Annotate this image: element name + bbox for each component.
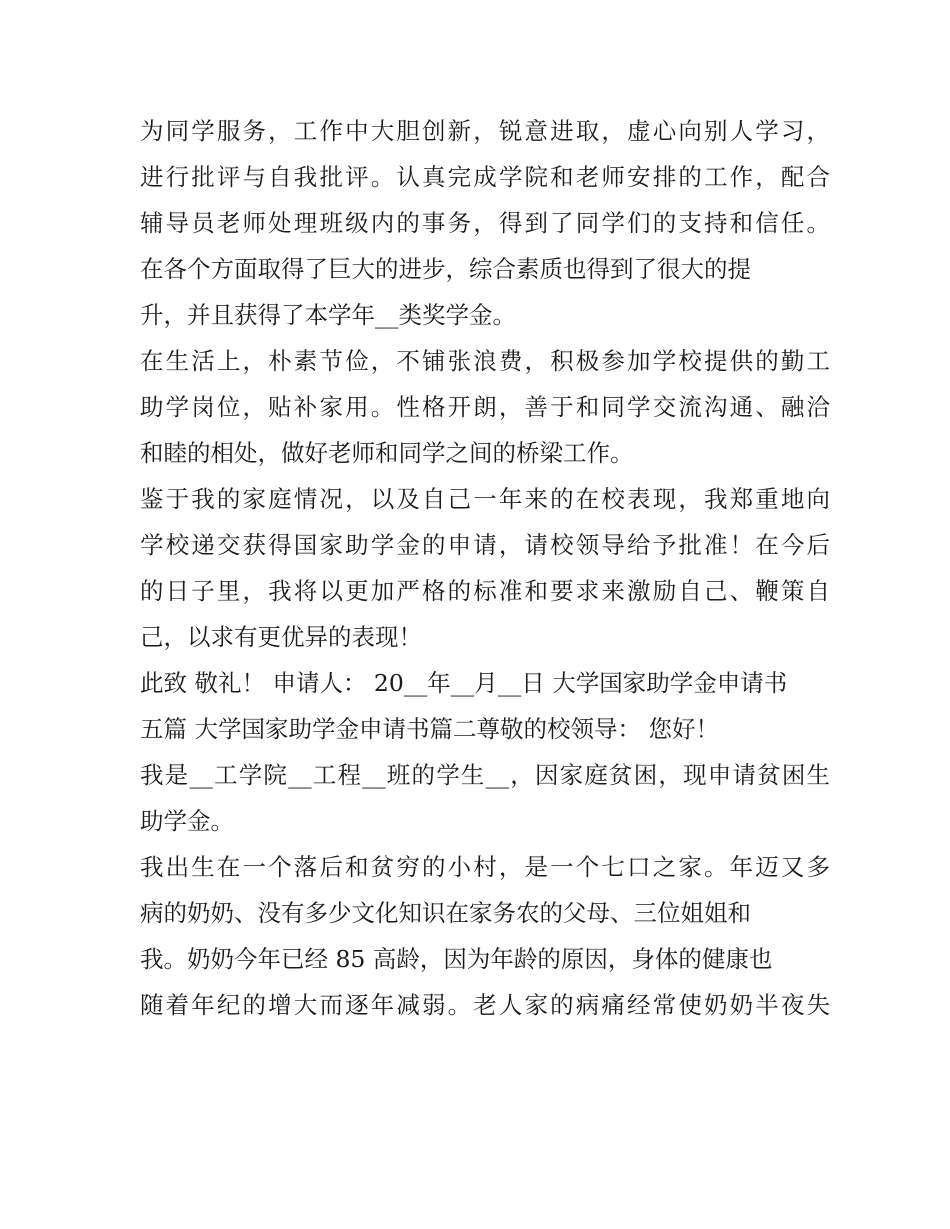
text-line: 我。奶奶今年已经 85 高龄，因为年龄的原因，身体的健康也 — [140, 945, 773, 973]
document-body — [140, 108, 830, 1028]
text-line: 我出生在一个落后和贫穷的小村，是一个七口之家。年迈又多 — [140, 853, 830, 881]
text-line: 学校递交获得国家助学金的申请，请校领导给予批准！在今后 — [140, 531, 830, 559]
text-line: 在各个方面取得了巨大的进步，综合素质也得到了很大的提 — [140, 255, 751, 283]
text-line: 为同学服务，工作中大胆创新，锐意进取，虚心向别人学习， — [140, 117, 830, 145]
text-line: 辅导员老师处理班级内的事务，得到了同学们的支持和信任。 — [140, 209, 830, 237]
text-line: 己，以求有更优异的表现！ — [140, 623, 422, 651]
text-line: 助学岗位，贴补家用。性格开朗，善于和同学交流沟通、融洽 — [140, 393, 830, 421]
text-line: 升，并且获得了本学年__类奖学金。 — [140, 301, 516, 329]
text-line: 在生活上，朴素节俭，不铺张浪费，积极参加学校提供的勤工 — [140, 347, 830, 375]
text-line: 病的奶奶、没有多少文化知识在家务农的父母、三位姐姐和 — [140, 899, 751, 927]
text-line: 随着年纪的增大而逐年减弱。老人家的病痛经常使奶奶半夜失 — [140, 991, 830, 1019]
text-line: 进行批评与自我批评。认真完成学院和老师安排的工作，配合 — [140, 163, 830, 191]
text-line: 此致 敬礼！ 申请人： 20__年__月__日 大学国家助学金申请书 — [140, 669, 788, 697]
text-line: 鉴于我的家庭情况，以及自己一年来的在校表现，我郑重地向 — [140, 485, 830, 513]
text-line: 助学金。 — [140, 807, 234, 835]
text-line: 的日子里，我将以更加严格的标准和要求来激励自己、鞭策自 — [140, 577, 830, 605]
text-line: 我是__工学院__工程__班的学生__，因家庭贫困，现申请贫困生 — [140, 761, 830, 789]
text-line: 和睦的相处，做好老师和同学之间的桥梁工作。 — [140, 439, 634, 467]
text-line: 五篇 大学国家助学金申请书篇二尊敬的校领导： 您好！ — [140, 715, 719, 743]
